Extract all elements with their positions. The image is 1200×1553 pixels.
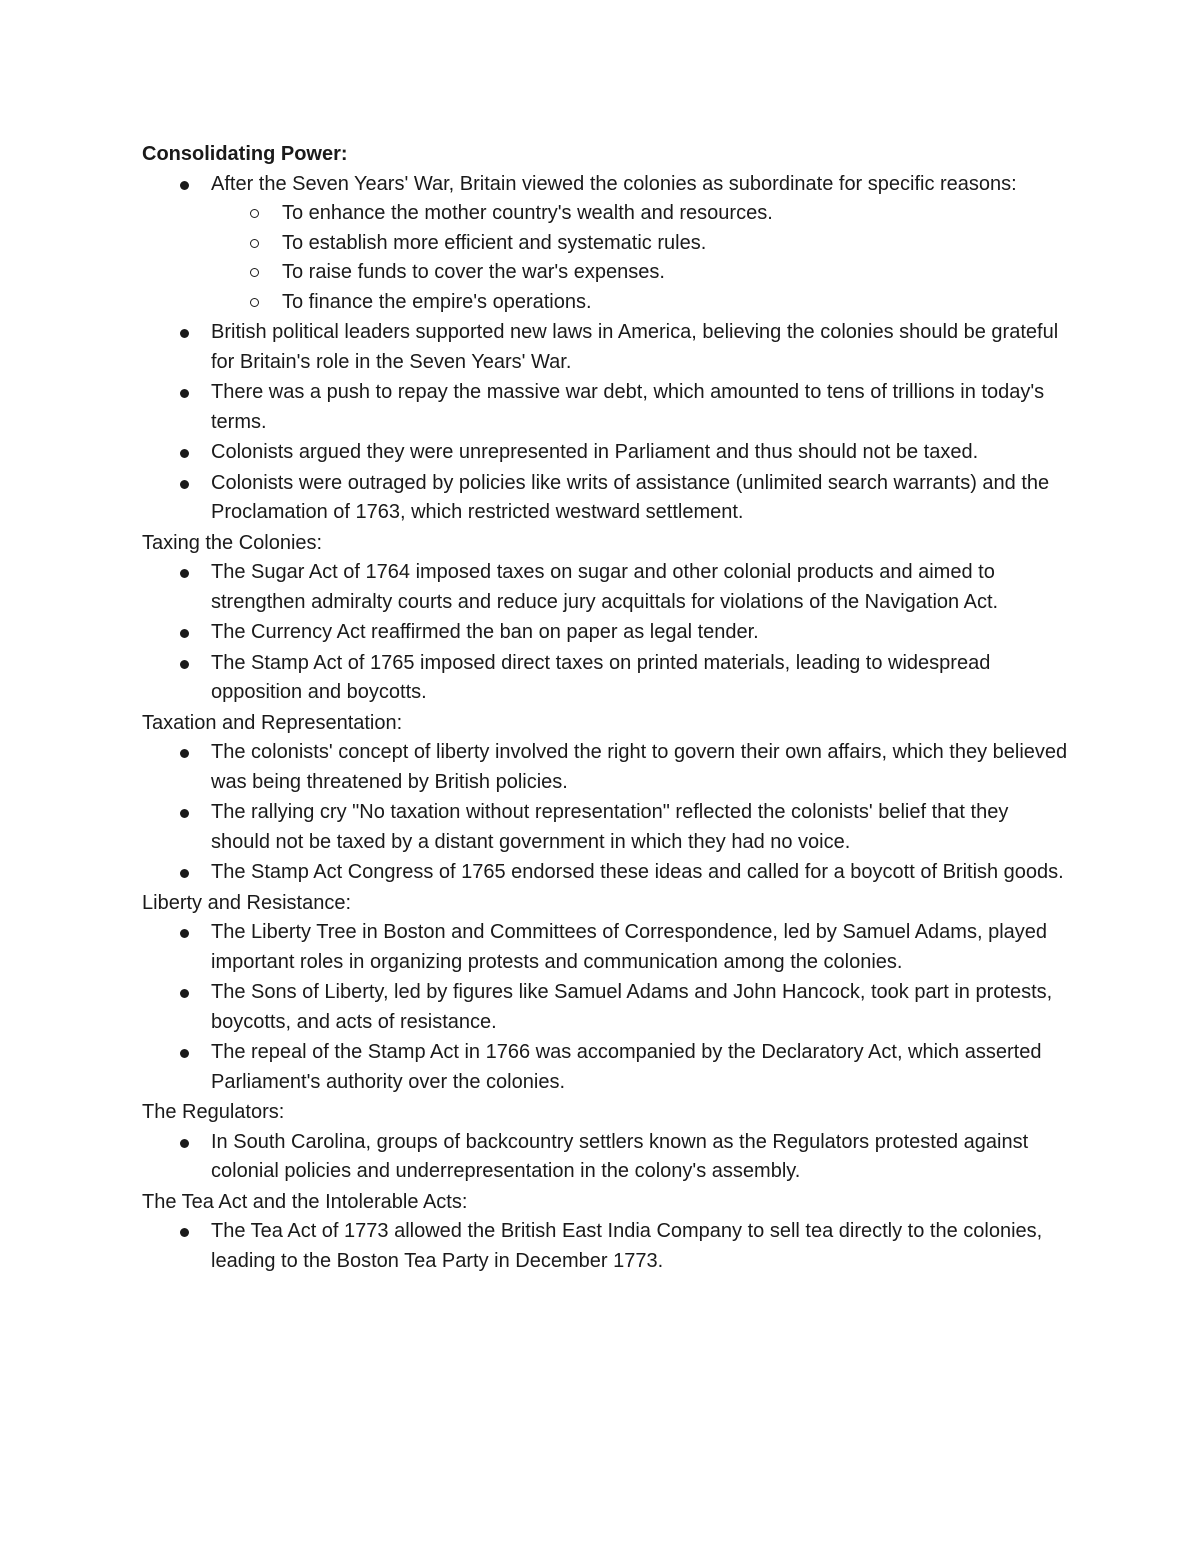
list-item: [211, 649, 1072, 708]
section-consolidating-power: [142, 140, 1072, 528]
list-item-text: The colonists' concept of liberty involved the right to govern their own affairs, which they believed was being threatened by British policies.: [211, 741, 1068, 793]
section-the-regulators: [142, 1098, 1072, 1187]
bullet-icon: [180, 1139, 189, 1148]
sub-list-item: [282, 229, 1072, 259]
list-item: [211, 618, 1072, 648]
hollow-bullet-icon: [250, 239, 259, 248]
list-item-text: The Sugar Act of 1764 imposed taxes on sugar and other colonial products and aimed to strengthen admiralty courts and reduce jury acquittals for violations of the Navigation Act.: [211, 561, 999, 613]
list-item-text: The rallying cry "No taxation without representation" reflected the colonists' belief that they should not be taxed by a distant government in which they had no voice.: [211, 801, 1009, 853]
bullet-icon: [180, 629, 189, 638]
bullet-icon: [180, 749, 189, 758]
section-heading: The Tea Act and the Intolerable Acts:: [142, 1190, 468, 1213]
list-item: [211, 1128, 1072, 1187]
list-item: [211, 1217, 1072, 1276]
bullet-list: [142, 170, 1072, 528]
bullet-icon: [180, 660, 189, 669]
section-taxation-and-representation: [142, 709, 1072, 888]
section-heading: Taxation and Representation:: [142, 711, 403, 734]
list-item: [211, 469, 1072, 528]
section-liberty-and-resistance: [142, 889, 1072, 1098]
list-item-text: Colonists argued they were unrepresented in Parliament and thus should not be taxed.: [211, 441, 979, 463]
list-item: [211, 318, 1072, 377]
sub-list-item-text: To raise funds to cover the war's expenses.: [282, 261, 665, 283]
list-item: [211, 438, 1072, 468]
bullet-icon: [180, 569, 189, 578]
bullet-icon: [180, 480, 189, 489]
sub-list-item-text: To enhance the mother country's wealth and resources.: [282, 202, 773, 224]
list-item-text: Colonists were outraged by policies like writs of assistance (unlimited search warrants) and the Proclamation of 1763, which restricted westward settlement.: [211, 471, 1050, 523]
list-item-text: In South Carolina, groups of backcountry settlers known as the Regulators protested against colonial policies and underrepresentation in the colony's assembly.: [211, 1130, 1029, 1182]
list-item: [211, 378, 1072, 437]
bullet-icon: [180, 989, 189, 998]
bullet-icon: [180, 1049, 189, 1058]
section-heading: The Regulators:: [142, 1101, 285, 1123]
sub-list-item: [282, 258, 1072, 288]
bullet-icon: [180, 449, 189, 458]
list-item: [211, 978, 1072, 1037]
hollow-bullet-icon: [250, 209, 259, 218]
bullet-icon: [180, 181, 189, 190]
sub-list-item-text: To establish more efficient and systematic rules.: [282, 231, 707, 254]
sub-list-item: [282, 288, 1072, 318]
bullet-list: [142, 1128, 1072, 1187]
list-item-text: There was a push to repay the massive war debt, which amounted to tens of trillions in today's terms.: [211, 381, 1045, 433]
list-item: [211, 918, 1072, 977]
list-item: [211, 858, 1072, 888]
list-item-text: The repeal of the Stamp Act in 1766 was accompanied by the Declaratory Act, which asserted Parliament's authority over the colonies.: [211, 1041, 1042, 1093]
sub-list: [211, 199, 1072, 317]
bullet-icon: [180, 1228, 189, 1237]
document-page: [142, 140, 1072, 1277]
section-taxing-the-colonies: [142, 529, 1072, 708]
list-item: [211, 1038, 1072, 1097]
list-item: [211, 798, 1072, 857]
list-item-text: British political leaders supported new laws in America, believing the colonies should be grateful for Britain's role in the Seven Years' War.: [211, 321, 1059, 373]
section-heading: Liberty and Resistance:: [142, 891, 352, 914]
section-heading: Taxing the Colonies:: [142, 531, 323, 554]
hollow-bullet-icon: [250, 298, 259, 307]
list-item: [211, 170, 1072, 318]
bullet-list: [142, 918, 1072, 1097]
bullet-icon: [180, 929, 189, 938]
bullet-icon: [180, 809, 189, 818]
section-tea-act-and-intolerable-acts: [142, 1188, 1072, 1277]
hollow-bullet-icon: [250, 268, 259, 277]
list-item-text: After the Seven Years' War, Britain viewed the colonies as subordinate for specific reasons:: [211, 172, 1017, 195]
list-item-text: The Stamp Act Congress of 1765 endorsed these ideas and called for a boycott of British goods.: [211, 861, 1064, 883]
sub-list-item-text: To finance the empire's operations.: [282, 290, 592, 313]
list-item-text: The Tea Act of 1773 allowed the British East India Company to sell tea directly to the colonies, leading to the Boston Tea Party in December 1773.: [211, 1220, 1043, 1272]
section-heading: Consolidating Power:: [142, 143, 348, 165]
list-item-text: The Stamp Act of 1765 imposed direct taxes on printed materials, leading to widespread opposition and boycotts.: [211, 651, 991, 703]
bullet-list: [142, 1217, 1072, 1276]
bullet-list: [142, 738, 1072, 888]
list-item-text: The Currency Act reaffirmed the ban on paper as legal tender.: [211, 621, 759, 643]
list-item: [211, 558, 1072, 617]
sub-list-item: [282, 199, 1072, 229]
list-item-text: The Liberty Tree in Boston and Committees of Correspondence, led by Samuel Adams, played important roles in organizing protests and communication among the colonies.: [211, 921, 1048, 973]
bullet-list: [142, 558, 1072, 708]
bullet-icon: [180, 869, 189, 878]
list-item-text: The Sons of Liberty, led by figures like Samuel Adams and John Hancock, took part in protests, boycotts, and acts of resistance.: [211, 981, 1053, 1033]
bullet-icon: [180, 389, 189, 398]
list-item: [211, 738, 1072, 797]
bullet-icon: [180, 329, 189, 338]
